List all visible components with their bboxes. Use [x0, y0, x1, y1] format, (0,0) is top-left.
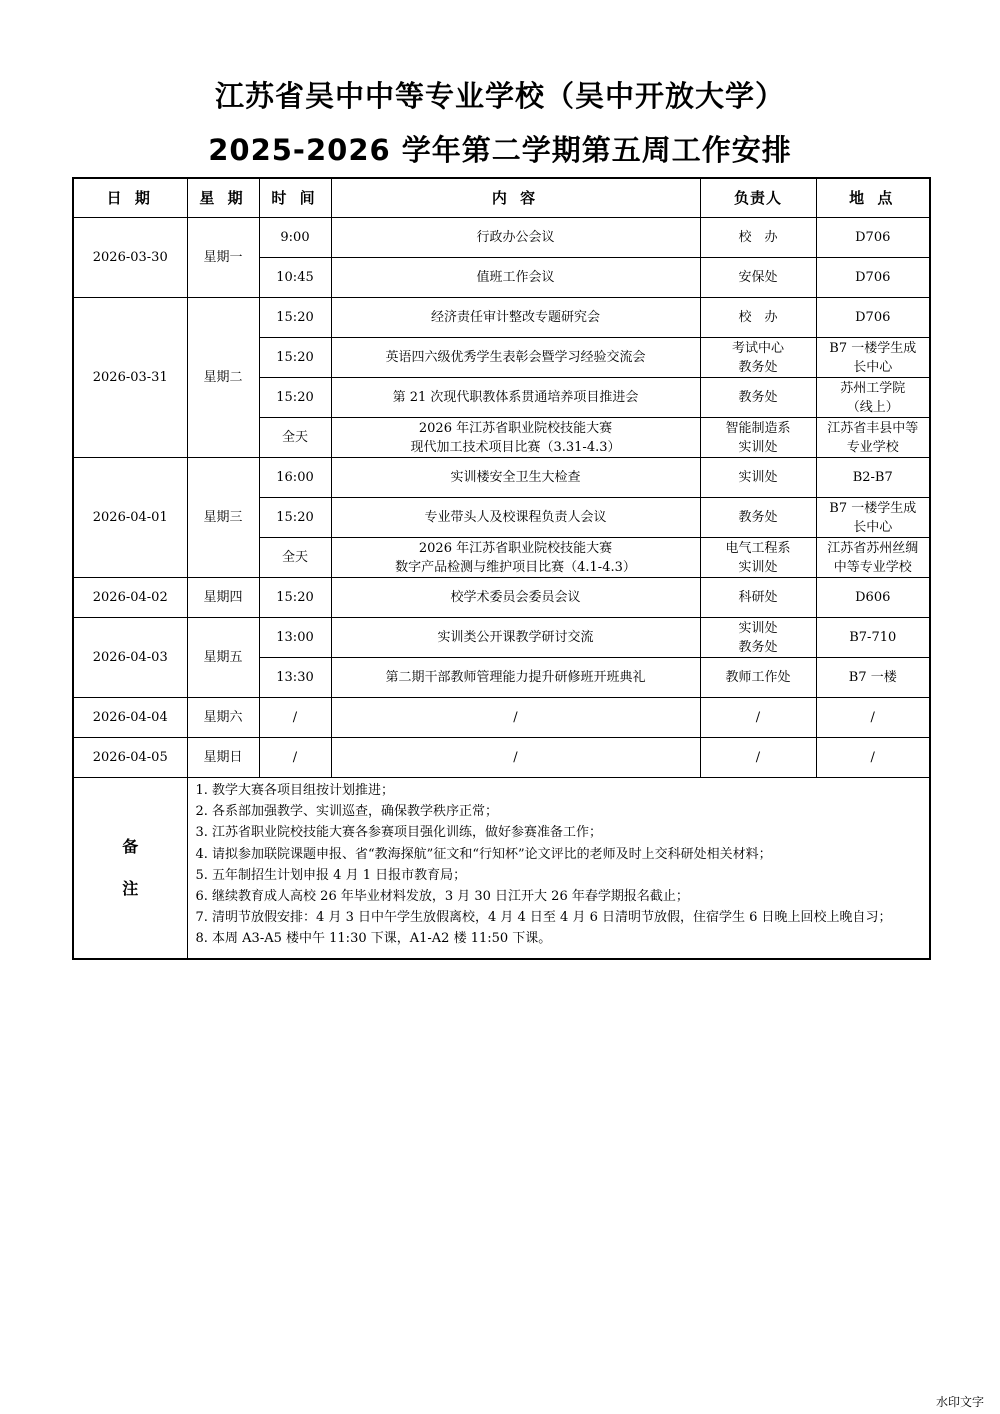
header-content: 内 容 — [331, 178, 700, 218]
location-cell: B7 一楼 — [816, 658, 930, 698]
content-cell: 值班工作会议 — [331, 258, 700, 298]
time-cell: 15:20 — [259, 338, 331, 378]
location-cell: / — [816, 738, 930, 778]
note-3: 3. 江苏省职业院校技能大赛各参赛项目强化训练，做好参赛准备工作； — [195, 825, 603, 841]
note-1: 1. 教学大赛各项目组按计划推进； — [195, 783, 395, 798]
location-cell: B7-710 — [816, 618, 930, 658]
owner-cell: 实训处 教务处 — [700, 618, 816, 658]
date-cell: 2026-04-05 — [73, 738, 187, 778]
content-cell: 行政办公会议 — [331, 218, 700, 258]
weekday-cell: 星期二 — [187, 298, 259, 458]
content-cell: 英语四六级优秀学生表彰会暨学习经验交流会 — [331, 338, 700, 378]
owner-cell: 教师工作处 — [700, 658, 816, 698]
table-row — [73, 618, 930, 658]
note-7: 7. 清明节放假安排：4 月 3 日中午学生放假离校，4 月 4 日至 4 月 6 日清明节放假，住宿学生 6 日晚上回校上晚自习； — [195, 910, 892, 926]
page-subtitle: 2025-2026 学年第二学期第五周工作安排 — [208, 133, 792, 167]
header-location: 地 点 — [816, 178, 930, 218]
time-cell: 13:00 — [259, 618, 331, 658]
content-cell: 经济责任审计整改专题研究会 — [331, 298, 700, 338]
location-cell: 苏州工学院 （线上） — [816, 378, 930, 418]
location-cell: B2-B7 — [816, 458, 930, 498]
note-8: 8. 本周 A3-A5 楼中午 11:30 下课，A1-A2 楼 11:50 下课。 — [195, 931, 552, 947]
content-cell: / — [331, 738, 700, 778]
location-cell: D706 — [816, 218, 930, 258]
note-5: 5. 五年制招生计划申报 4 月 1 日报市教育局； — [195, 867, 467, 883]
table-row — [73, 458, 930, 498]
content-cell: 实训类公开课教学研讨交流 — [331, 618, 700, 658]
weekday-cell: 星期四 — [187, 578, 259, 618]
content-cell: 第二期干部教师管理能力提升研修班开班典礼 — [331, 658, 700, 698]
notes-label-cell — [73, 778, 187, 960]
date-cell: 2026-03-31 — [73, 298, 187, 458]
time-cell: 15:20 — [259, 498, 331, 538]
table-row — [73, 698, 930, 738]
time-cell: 13:30 — [259, 658, 331, 698]
location-cell: B7 一楼学生成 长中心 — [816, 338, 930, 378]
owner-cell: 教务处 — [700, 498, 816, 538]
header-date: 日 期 — [73, 178, 187, 218]
time-cell: 15:20 — [259, 378, 331, 418]
owner-cell: 校 办 — [700, 298, 816, 338]
time-cell: 15:20 — [259, 298, 331, 338]
owner-cell: 校 办 — [700, 218, 816, 258]
header-owner: 负责人 — [700, 178, 816, 218]
date-cell: 2026-04-03 — [73, 618, 187, 698]
table-row — [73, 218, 930, 258]
notes-row — [73, 778, 930, 960]
date-cell: 2026-04-04 — [73, 698, 187, 738]
content-cell: / — [331, 698, 700, 738]
location-cell: 江苏省苏州丝绸 中等专业学校 — [816, 538, 930, 578]
owner-cell: 教务处 — [700, 378, 816, 418]
location-cell: 江苏省丰县中等 专业学校 — [816, 418, 930, 458]
weekday-cell: 星期一 — [187, 218, 259, 298]
content-cell: 2026 年江苏省职业院校技能大赛 现代加工技术项目比赛（3.31-4.3） — [331, 418, 700, 458]
time-cell: 16:00 — [259, 458, 331, 498]
weekday-cell: 星期日 — [187, 738, 259, 778]
note-6: 6. 继续教育成人高校 26 年毕业材料发放，3 月 30 日江开大 26 年春学期报名截止； — [195, 889, 689, 905]
schedule-table — [72, 177, 931, 960]
note-2: 2. 各系部加强教学、实训巡查，确保教学秩序正常； — [195, 804, 499, 820]
page-title: 江苏省吴中中等专业学校（吴中开放大学） — [214, 79, 785, 113]
content-cell: 第 21 次现代职教体系贯通培养项目推进会 — [331, 378, 700, 418]
date-cell: 2026-03-30 — [73, 218, 187, 298]
date-cell: 2026-04-02 — [73, 578, 187, 618]
location-cell: D606 — [816, 578, 930, 618]
table-row — [73, 298, 930, 338]
time-cell: 9:00 — [259, 218, 331, 258]
owner-cell: / — [700, 738, 816, 778]
location-cell: D706 — [816, 258, 930, 298]
location-cell: D706 — [816, 298, 930, 338]
content-cell: 校学术委员会委员会议 — [331, 578, 700, 618]
owner-cell: 考试中心 教务处 — [700, 338, 816, 378]
owner-cell: 实训处 — [700, 458, 816, 498]
owner-cell: 智能制造系 实训处 — [700, 418, 816, 458]
watermark: 水印文字 — [935, 1395, 984, 1409]
time-cell: 全天 — [259, 418, 331, 458]
owner-cell: 电气工程系 实训处 — [700, 538, 816, 578]
notes-cell — [187, 778, 930, 960]
weekday-cell: 星期三 — [187, 458, 259, 578]
owner-cell: 科研处 — [700, 578, 816, 618]
notes-label-2: 注 — [122, 879, 139, 898]
content-cell: 2026 年江苏省职业院校技能大赛 数字产品检测与维护项目比赛（4.1-4.3） — [331, 538, 700, 578]
header-time: 时 间 — [259, 178, 331, 218]
table-row — [73, 578, 930, 618]
time-cell: 15:20 — [259, 578, 331, 618]
time-cell: / — [259, 738, 331, 778]
table-header-row — [73, 178, 930, 218]
location-cell: / — [816, 698, 930, 738]
content-cell: 专业带头人及校课程负责人会议 — [331, 498, 700, 538]
time-cell: / — [259, 698, 331, 738]
date-cell: 2026-04-01 — [73, 458, 187, 578]
content-cell: 实训楼安全卫生大检查 — [331, 458, 700, 498]
schedule-body — [73, 218, 930, 778]
owner-cell: 安保处 — [700, 258, 816, 298]
note-4: 4. 请拟参加联院课题申报、省“教海探航”征文和“行知杯”论文评比的老师及时上交科研处相关材料； — [195, 846, 772, 862]
header-weekday: 星 期 — [187, 178, 259, 218]
notes-label-1: 备 — [122, 837, 139, 856]
table-row — [73, 738, 930, 778]
time-cell: 全天 — [259, 538, 331, 578]
location-cell: B7 一楼学生成 长中心 — [816, 498, 930, 538]
owner-cell: / — [700, 698, 816, 738]
weekday-cell: 星期六 — [187, 698, 259, 738]
weekday-cell: 星期五 — [187, 618, 259, 698]
time-cell: 10:45 — [259, 258, 331, 298]
